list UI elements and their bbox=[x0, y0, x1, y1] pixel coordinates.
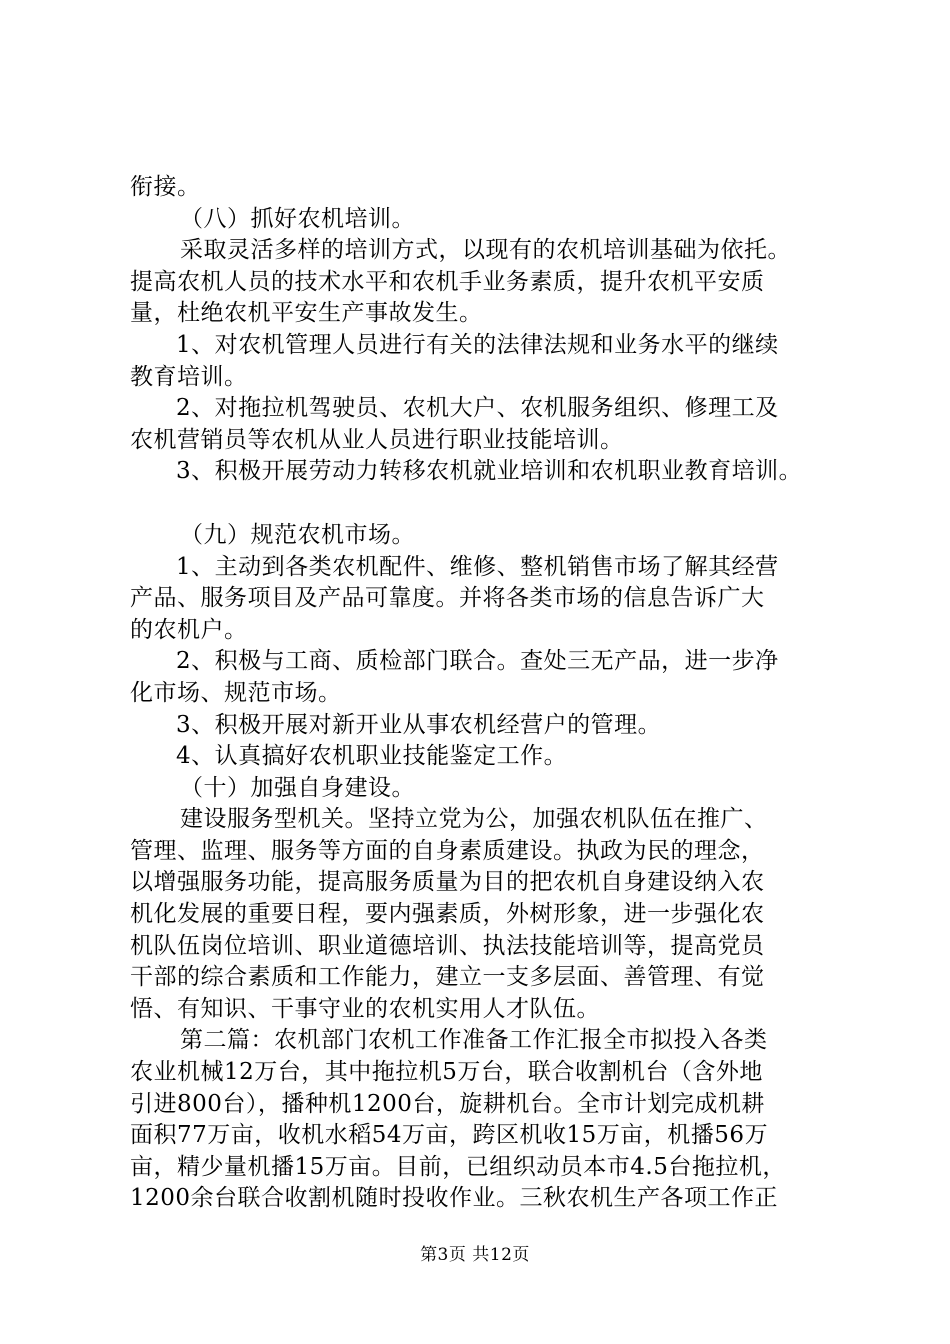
text-line: 教育培训。 bbox=[130, 363, 248, 390]
document-body bbox=[130, 172, 835, 1215]
text-line: 化市场、规范市场。 bbox=[130, 679, 342, 706]
text-line: 提高农机人员的技术水平和农机手业务素质，提升农机平安质 bbox=[130, 268, 765, 295]
text-line: 机队伍岗位培训、职业道德培训、执法技能培训等，提高党员 bbox=[130, 932, 765, 959]
text-line: 量，杜绝农机平安生产事故发生。 bbox=[130, 300, 483, 327]
list-item: 4、认真搞好农机职业技能鉴定工作。 bbox=[176, 743, 568, 770]
text-line: 机化发展的重要日程，要内强素质，外树形象，进一步强化农 bbox=[130, 901, 765, 928]
text-line: 干部的综合素质和工作能力，建立一支多层面、善管理、有觉 bbox=[130, 964, 765, 991]
text-line: 以增强服务功能，提高服务质量为目的把农机自身建设纳入农 bbox=[130, 869, 765, 896]
text-line: 管理、监理、服务等方面的自身素质建设。执政为民的理念， bbox=[130, 837, 765, 864]
list-item: 2、对拖拉机驾驶员、农机大户、农机服务组织、修理工及 bbox=[176, 395, 779, 422]
section-heading: （九）规范农机市场。 bbox=[180, 521, 415, 548]
list-item: 1、对农机管理人员进行有关的法律法规和业务水平的继续 bbox=[176, 331, 779, 358]
text-line: 面积77万亩，收机水稻54万亩，跨区机收15万亩，机播56万 bbox=[130, 1122, 769, 1149]
list-item: 3、积极开展对新开业从事农机经营户的管理。 bbox=[176, 711, 662, 738]
text-line: 1200余台联合收割机随时投收作业。三秋农机生产各项工作正 bbox=[130, 1185, 779, 1212]
text-line: 的农机户。 bbox=[130, 616, 248, 643]
section-heading: （八）抓好农机培训。 bbox=[180, 205, 415, 232]
paragraph-gap bbox=[130, 488, 835, 520]
page-number-footer: 第3页 共12页 bbox=[420, 1245, 530, 1265]
text-line: 产品、服务项目及产品可靠度。并将各类市场的信息告诉广大 bbox=[130, 585, 765, 612]
text-line: 采取灵活多样的培训方式，以现有的农机培训基础为依托。 bbox=[180, 237, 791, 264]
text-line: 亩，精少量机播15万亩。目前，已组织动员本市4.5台拖拉机， bbox=[130, 1153, 786, 1180]
list-item: 2、积极与工商、质检部门联合。查处三无产品，进一步净 bbox=[176, 648, 779, 675]
section-heading: （十）加强自身建设。 bbox=[180, 774, 415, 801]
text-line: 第二篇：农机部门农机工作准备工作汇报全市拟投入各类 bbox=[180, 1027, 768, 1054]
text-line: 引进800台），播种机1200台，旋耕机台。全市计划完成机耕 bbox=[130, 1090, 765, 1117]
text-line: 悟、有知识、干事守业的农机实用人才队伍。 bbox=[130, 995, 600, 1022]
list-item: 3、积极开展劳动力转移农机就业培训和农机职业教育培训。 bbox=[176, 458, 803, 485]
text-line: 农机营销员等农机从业人员进行职业技能培训。 bbox=[130, 426, 624, 453]
text-line: 农业机械12万台，其中拖拉机5万台，联合收割机台（含外地 bbox=[130, 1059, 763, 1086]
text-line: 衔接。 bbox=[130, 174, 201, 200]
text-line: 建设服务型机关。坚持立党为公，加强农机队伍在推广、 bbox=[180, 806, 768, 833]
list-item: 1、主动到各类农机配件、维修、整机销售市场了解其经营 bbox=[176, 553, 779, 580]
